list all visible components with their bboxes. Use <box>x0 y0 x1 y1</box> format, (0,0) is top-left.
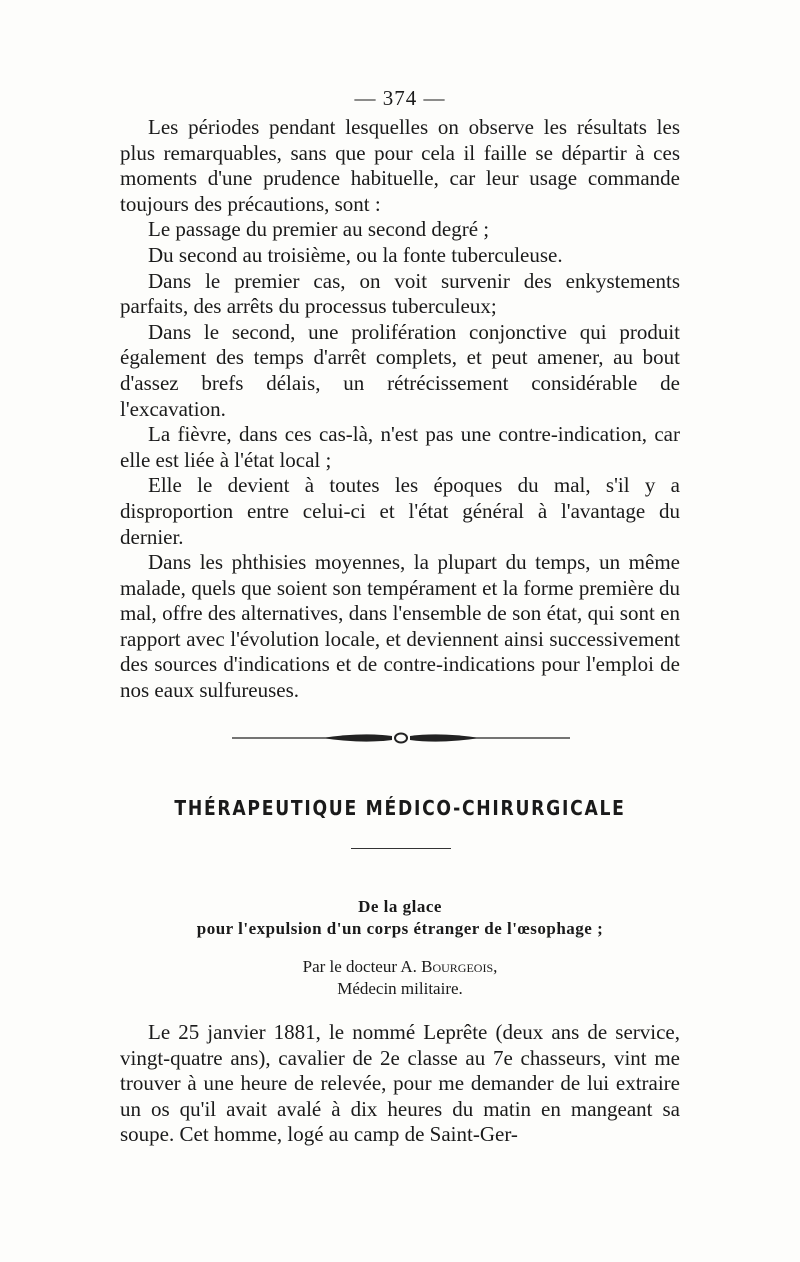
section-title: THÉRAPEUTIQUE MÉDICO-CHIRURGICALE <box>174 796 626 820</box>
paragraph: Le passage du premier au second degré ; <box>148 217 490 242</box>
paragraph: Du second au troisième, ou la fonte tuberculeuse. <box>148 242 563 267</box>
paragraph: Dans les phthisies moyennes, la plupart du temps, un même malade, quels que soient son tempérament et la forme première du mal, offre des alternatives, dans l'ensemble de son état, qui sont en rapport avec l'évolution locale, et deviennent ainsi successivement des sources d'indications et de contre-indications pour l'emploi de nos eaux sulfureuses. <box>120 550 680 703</box>
page-number: — 374 — <box>354 86 446 110</box>
article-title: De la glace <box>358 897 442 916</box>
paragraph: Dans le second, une prolifération conjonctive qui produit également des temps d'arrêt complets, et peut amener, au bout d'assez brefs délais, un rétrécissement considérable de l'excavation. <box>120 319 680 421</box>
paragraph: Elle le devient à toutes les époques du mal, s'il y a disproportion entre celui-ci et l'état général à l'avantage du dernier. <box>120 473 680 549</box>
paragraph: Les périodes pendant lesquelles on observe les résultats les plus remarquables, sans que pour cela il faille se départir à ces moments d'une prudence habituelle, car leur usage commande toujours des précautions, sont : <box>120 115 680 216</box>
author-role: Médecin militaire. <box>337 979 463 998</box>
divider <box>351 848 451 849</box>
body-text-top <box>120 115 680 704</box>
ornamental-divider <box>232 728 570 748</box>
paragraph: La fièvre, dans ces cas-là, n'est pas une contre-indication, car elle est liée à l'état local ; <box>120 422 680 472</box>
article-subtitle: pour l'expulsion d'un corps étranger de l'œsophage ; <box>196 919 604 938</box>
author-name: Bourgeois, <box>421 957 498 976</box>
body-text-bottom <box>120 1020 680 1148</box>
byline-prefix: Par le docteur A. <box>302 957 422 976</box>
paragraph: Dans le premier cas, on voit survenir des enkystements parfaits, des arrêts du processus tuberculeux; <box>120 268 680 319</box>
byline <box>0 957 800 977</box>
paragraph: Le 25 janvier 1881, le nommé Leprête (deux ans de service, vingt-quatre ans), cavalier de 2e classe au 7e chasseurs, vint me trouver à une heure de relevée, pour me demander de lui extraire un os qu'il avait avalé à dix heures du matin en mangeant sa soupe. Cet homme, logé au camp de Saint-Ger- <box>120 1020 680 1147</box>
